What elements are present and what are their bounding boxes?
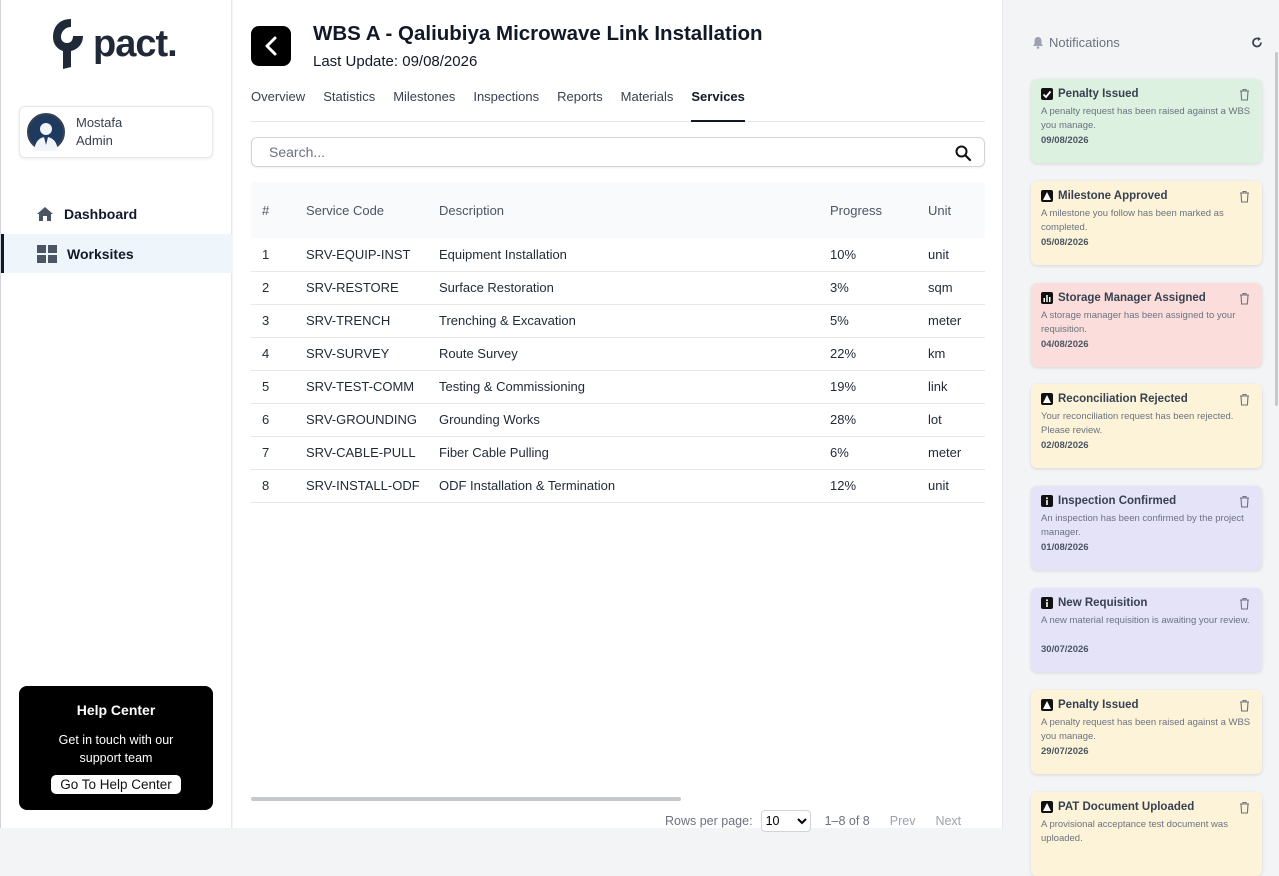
notifications-header [1032,35,1120,50]
notification-header [1041,88,1252,100]
notification-title: Penalty Issued [1058,88,1139,100]
service-description: Equipment Installation [439,238,830,271]
notification-date: 05/08/2026 [1041,236,1089,248]
notification-message: An inspection has been confirmed by the project manager. [1041,513,1244,539]
notification-header [1041,699,1252,711]
notification-date: 30/07/2026 [1041,644,1089,655]
warning-icon [1041,699,1053,711]
service-progress: 19% [830,370,928,403]
table-row[interactable] [251,271,985,304]
service-progress: 22% [830,337,928,370]
help-center-card [19,686,213,810]
notifications-panel [1013,0,1279,844]
notification-header [1041,292,1252,304]
nav-label: Worksites [67,245,134,262]
notification-card[interactable] [1031,79,1262,163]
service-unit: link [928,370,985,403]
notification-message: A penalty request has been raised against a WBS you manage. [1041,716,1251,742]
notifications-title: Notifications [1049,35,1120,50]
user-avatar-icon [29,115,67,153]
table-header-row [251,182,985,238]
tab-bar [251,88,985,122]
rows-per-page-select[interactable] [761,810,811,832]
notification-card[interactable] [1031,384,1262,468]
notification-card[interactable] [1031,181,1262,265]
notification-title: Penalty Issued [1058,698,1139,711]
service-description: Route Survey [439,337,830,370]
user-role: Admin [76,133,113,148]
service-progress: 10% [830,238,928,271]
column-header[interactable]: # [262,202,270,218]
info-icon [1041,597,1053,609]
service-unit: unit [928,469,985,502]
notification-header [1041,801,1252,813]
help-title: Help Center [76,702,156,718]
notification-message: Your reconciliation request has been rejected. Please review. [1041,411,1234,437]
notification-date: 09/08/2026 [1041,135,1089,146]
table-row[interactable] [251,469,985,502]
vertical-scrollbar[interactable] [1275,52,1278,406]
notification-message: A provisional acceptance test document was uploaded. [1041,818,1228,844]
service-description: Testing & Commissioning [439,370,830,403]
row-index: 7 [251,436,306,469]
user-card[interactable] [19,106,213,158]
trash-icon[interactable] [1239,597,1250,610]
row-index: 2 [251,271,306,304]
notification-title: PAT Document Uploaded [1058,800,1195,813]
trash-icon[interactable] [1239,699,1250,712]
service-progress: 12% [830,469,928,502]
grid-icon [37,245,57,263]
notification-title: New Requisition [1058,597,1148,609]
service-unit: sqm [928,271,985,304]
row-index: 6 [251,403,306,436]
row-index: 4 [251,337,306,370]
table-row[interactable] [251,370,985,403]
notification-message: A penalty request has been raised against a WBS you manage. [1041,106,1251,131]
warning-icon [1041,393,1053,405]
trash-icon[interactable] [1239,495,1250,508]
service-unit: meter [928,436,985,469]
service-code: SRV-RESTORE [306,271,439,304]
search-input[interactable] [252,138,932,166]
service-unit: lot [928,403,985,436]
notification-card[interactable] [1031,283,1262,367]
main-content [233,0,1003,828]
pagination [665,810,961,832]
service-unit: unit [928,238,985,271]
trash-icon[interactable] [1239,393,1250,406]
column-header[interactable]: Service Code [306,202,385,218]
search-box [251,137,985,167]
horizontal-scrollbar[interactable] [251,797,681,801]
search-icon[interactable] [955,145,971,161]
notification-header [1041,495,1252,507]
service-description: Surface Restoration [439,271,830,304]
warning-icon [1041,190,1053,202]
notification-title: Reconciliation Rejected [1058,393,1188,406]
table-row[interactable] [251,436,985,469]
notification-title: Milestone Approved [1058,189,1168,202]
service-code: SRV-TRENCH [306,304,439,337]
prev-page-button[interactable]: Prev [889,814,916,828]
pact-logo-icon [51,17,85,71]
user-name: Mostafa [76,115,123,130]
last-update: Last Update: 09/08/2026 [313,53,478,70]
service-code: SRV-TEST-COMM [306,370,439,403]
notification-title: Inspection Confirmed [1058,495,1177,508]
notification-header [1041,597,1252,609]
service-progress: 5% [830,304,928,337]
service-description: ODF Installation & Termination [439,469,830,502]
service-code: SRV-CABLE-PULL [306,436,439,469]
nav-item-dashboard[interactable] [1,194,232,233]
back-button[interactable] [251,26,291,66]
notification-card[interactable] [1031,792,1262,876]
service-unit: meter [928,304,985,337]
info-icon [1041,495,1053,507]
tab-milestones[interactable]: Milestones [393,89,456,104]
row-index: 3 [251,304,306,337]
notification-card[interactable] [1031,486,1262,570]
table-row[interactable] [251,403,985,436]
row-index: 8 [251,469,306,502]
main-nav [1,194,232,274]
chevron-left-icon [263,36,279,56]
tab-statistics[interactable]: Statistics [323,89,376,104]
sidebar [0,0,232,828]
trash-icon[interactable] [1239,88,1250,101]
trash-icon[interactable] [1239,801,1250,814]
column-header[interactable]: Description [439,202,505,218]
service-code: SRV-EQUIP-INST [306,238,439,271]
row-index: 1 [251,238,306,271]
warning-icon [1041,801,1053,813]
service-code: SRV-SURVEY [306,337,439,370]
tab-inspections[interactable]: Inspections [473,89,540,104]
notification-date: 29/07/2026 [1041,745,1089,757]
service-progress: 28% [830,403,928,436]
notification-date: 04/08/2026 [1041,338,1089,350]
rows-per-page-label: Rows per page: [665,814,753,828]
row-index: 5 [251,370,306,403]
nav-label: Dashboard [64,205,138,222]
tab-reports[interactable]: Reports [557,89,603,104]
notification-card[interactable] [1031,690,1262,774]
nav-item-worksites[interactable] [1,234,232,273]
column-header[interactable]: Progress [830,202,883,218]
brand-logo[interactable] [51,16,177,72]
service-progress: 3% [830,271,928,304]
notification-date: 02/08/2026 [1041,440,1089,452]
service-description: Grounding Works [439,403,830,436]
trash-icon[interactable] [1239,190,1250,203]
notification-message: A milestone you follow has been marked as completed. [1041,207,1224,233]
column-header[interactable]: Unit [928,202,952,218]
help-center-button[interactable]: Go To Help Center [51,775,181,794]
trash-icon[interactable] [1239,292,1250,305]
service-progress: 6% [830,436,928,469]
service-code: SRV-INSTALL-ODF [306,469,439,502]
notification-header [1041,190,1252,202]
page-title: WBS A - Qaliubiya Microwave Link Installation [313,22,763,45]
table-row[interactable] [251,337,985,370]
next-page-button[interactable]: Next [935,814,962,828]
notification-header [1041,393,1252,405]
services-table [251,182,985,503]
table-row[interactable] [251,238,985,271]
avatar [27,113,65,151]
home-icon [36,206,54,222]
tab-services[interactable]: Services [691,88,745,122]
brand-name: pact. [93,22,177,65]
refresh-icon[interactable] [1251,36,1263,49]
service-code: SRV-GROUNDING [306,403,439,436]
check-icon [1041,88,1053,100]
tab-overview[interactable]: Overview [251,89,306,104]
chart-icon [1041,292,1053,304]
service-unit: km [928,337,985,370]
service-description: Fiber Cable Pulling [439,436,830,469]
tab-materials[interactable]: Materials [620,89,674,104]
page-range: 1–8 of 8 [824,814,870,828]
notification-message: A storage manager has been assigned to your requisition. [1041,309,1236,335]
notification-message: A new material requisition is awaiting your review. [1041,615,1250,626]
notification-title: Storage Manager Assigned [1058,291,1206,304]
bell-icon [1032,36,1044,49]
notification-date: 01/08/2026 [1041,542,1089,554]
help-text: Get in touch with our support team [58,733,174,765]
table-row[interactable] [251,304,985,337]
service-description: Trenching & Excavation [439,304,830,337]
notification-card[interactable] [1031,588,1262,672]
